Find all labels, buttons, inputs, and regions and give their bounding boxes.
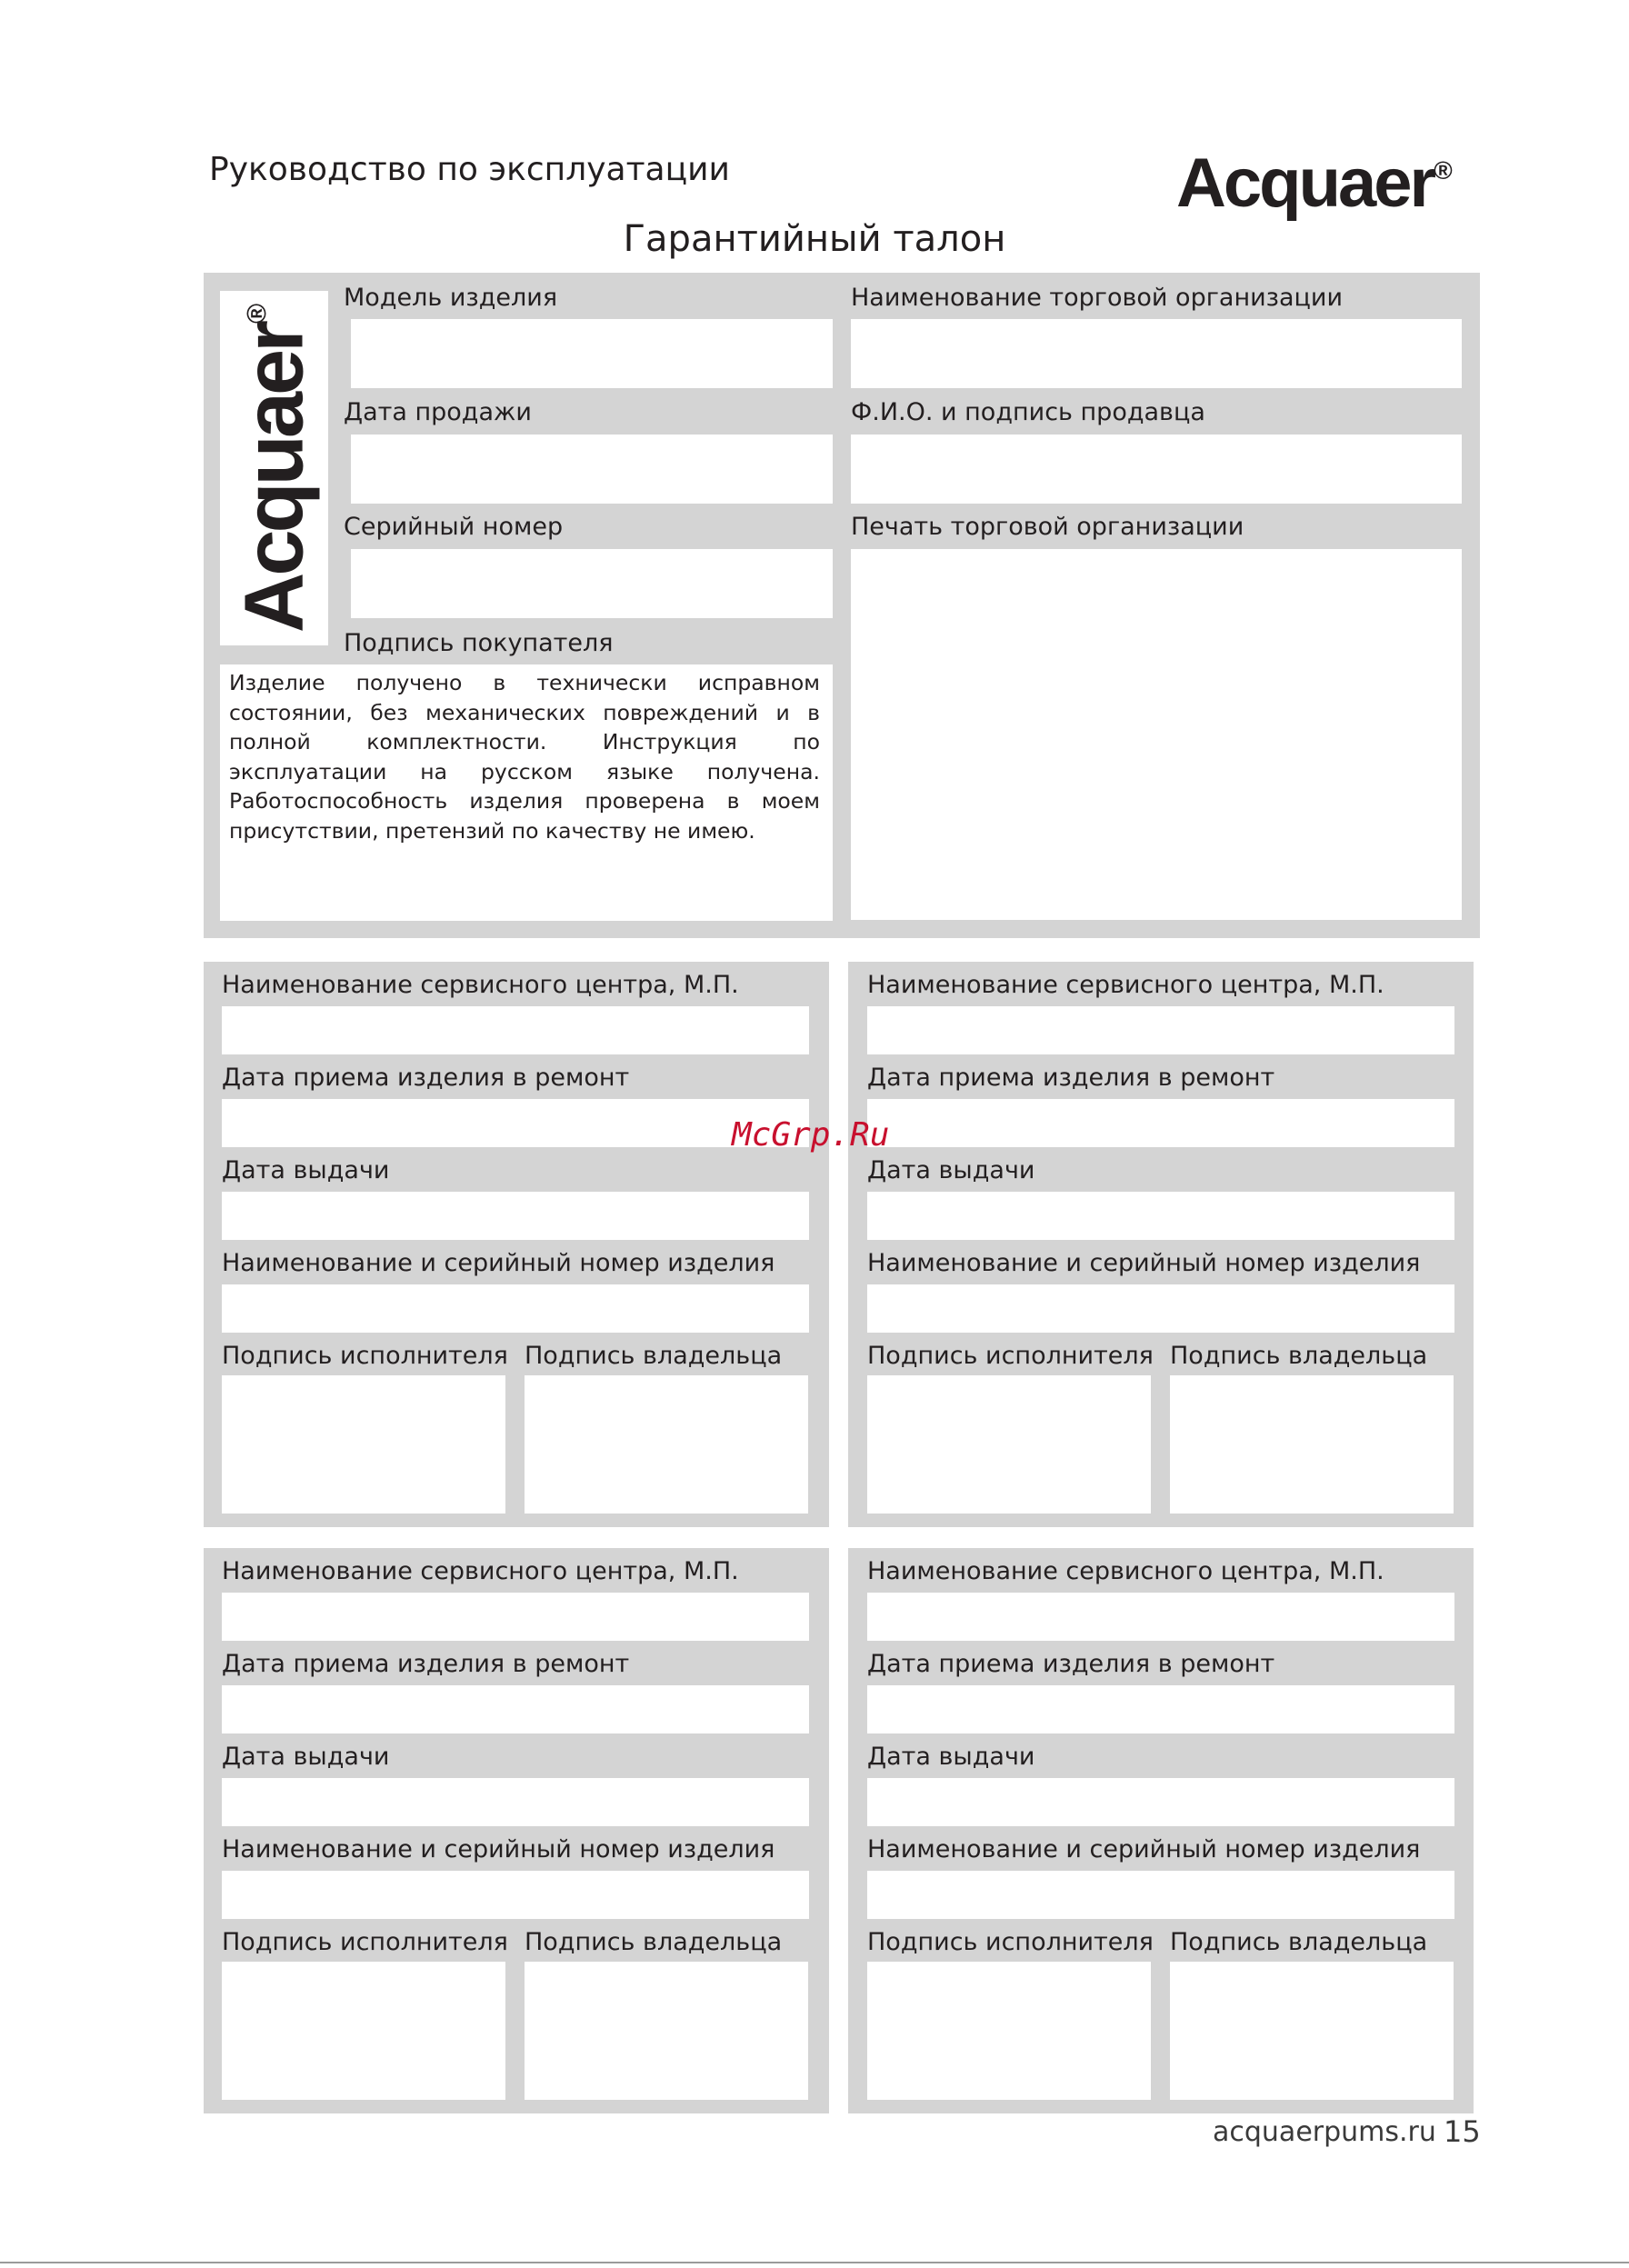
issue-date-label: Дата выдачи [222,1743,390,1771]
issue-date-field[interactable] [222,1192,809,1240]
product-label: Наименование и серийный номер изделия [222,1249,775,1277]
sale-date-field[interactable] [351,435,833,504]
issue-date-field[interactable] [867,1778,1454,1826]
service-center-label: Наименование сервисного центра, М.П. [867,1557,1384,1585]
intake-date-field[interactable] [867,1685,1454,1733]
intake-date-field[interactable] [222,1685,809,1733]
executor-signature-field[interactable] [222,1962,505,2100]
executor-signature-label: Подпись исполнителя [222,1342,508,1370]
owner-signature-label: Подпись владельца [525,1928,783,1956]
owner-signature-field[interactable] [1170,1375,1454,1514]
executor-signature-field[interactable] [222,1375,505,1514]
buyer-statement: Изделие получено в технически исправном состоянии, без механических повреждений и в полной комплектности. Инструкция по эксплуатации на русском языке получена. Работоспособность изделия проверена в моем присутствии, претензий по качеству не имею. [229,670,820,844]
service-center-label: Наименование сервисного центра, М.П. [222,1557,739,1585]
footer-website: acquaerpums.ru [1213,2116,1436,2148]
service-center-field[interactable] [867,1006,1454,1054]
executor-signature-field[interactable] [867,1375,1151,1514]
intake-date-field[interactable] [222,1099,809,1147]
manual-title: Руководство по эксплуатации [209,151,730,188]
brand-name: Acquaer [1176,145,1434,222]
issue-date-label: Дата выдачи [867,1156,1035,1184]
product-field[interactable] [222,1871,809,1919]
model-label: Модель изделия [344,284,558,312]
brand-logo [1176,144,1453,223]
product-field[interactable] [867,1871,1454,1919]
product-label: Наименование и серийный номер изделия [867,1835,1421,1863]
service-center-field[interactable] [222,1006,809,1054]
owner-signature-field[interactable] [525,1962,808,2100]
owner-signature-field[interactable] [525,1375,808,1514]
service-center-field[interactable] [222,1593,809,1641]
vertical-brand-name: Acquaer [227,323,320,634]
seller-field[interactable] [851,435,1462,504]
store-stamp-field[interactable] [851,549,1462,920]
intake-date-label: Дата приема изделия в ремонт [867,1064,1275,1092]
page-number: 15 [1444,2114,1481,2149]
sale-date-label: Дата продажи [344,398,532,426]
owner-signature-field[interactable] [1170,1962,1454,2100]
issue-date-label: Дата выдачи [867,1743,1035,1771]
product-field[interactable] [222,1284,809,1333]
intake-date-label: Дата приема изделия в ремонт [222,1650,630,1678]
registered-mark: ® [1434,156,1453,185]
bottom-divider [0,2262,1629,2263]
serial-number-field[interactable] [351,549,833,618]
executor-signature-label: Подпись исполнителя [222,1928,508,1956]
watermark: McGrp.Ru [732,1116,890,1154]
vertical-brand-logo: Acquaer® [220,291,328,645]
intake-date-label: Дата приема изделия в ремонт [867,1650,1275,1678]
intake-date-label: Дата приема изделия в ремонт [222,1064,630,1092]
issue-date-field[interactable] [222,1778,809,1826]
service-center-label: Наименование сервисного центра, М.П. [867,971,1384,999]
issue-date-label: Дата выдачи [222,1156,390,1184]
warranty-card-title: Гарантийный талон [623,218,1006,260]
product-label: Наименование и серийный номер изделия [867,1249,1421,1277]
executor-signature-label: Подпись исполнителя [867,1928,1154,1956]
store-name-label: Наименование торговой организации [851,284,1344,312]
executor-signature-label: Подпись исполнителя [867,1342,1154,1370]
issue-date-field[interactable] [867,1192,1454,1240]
owner-signature-label: Подпись владельца [1170,1342,1428,1370]
owner-signature-label: Подпись владельца [1170,1928,1428,1956]
model-field[interactable] [351,319,833,388]
executor-signature-field[interactable] [867,1962,1151,2100]
serial-number-label: Серийный номер [344,513,564,541]
owner-signature-label: Подпись владельца [525,1342,783,1370]
intake-date-field[interactable] [867,1099,1454,1147]
seller-label: Ф.И.О. и подпись продавца [851,398,1205,426]
service-center-field[interactable] [867,1593,1454,1641]
store-stamp-label: Печать торговой организации [851,513,1244,541]
product-field[interactable] [867,1284,1454,1333]
buyer-signature-label: Подпись покупателя [344,629,614,657]
service-center-label: Наименование сервисного центра, М.П. [222,971,739,999]
product-label: Наименование и серийный номер изделия [222,1835,775,1863]
store-name-field[interactable] [851,319,1462,388]
